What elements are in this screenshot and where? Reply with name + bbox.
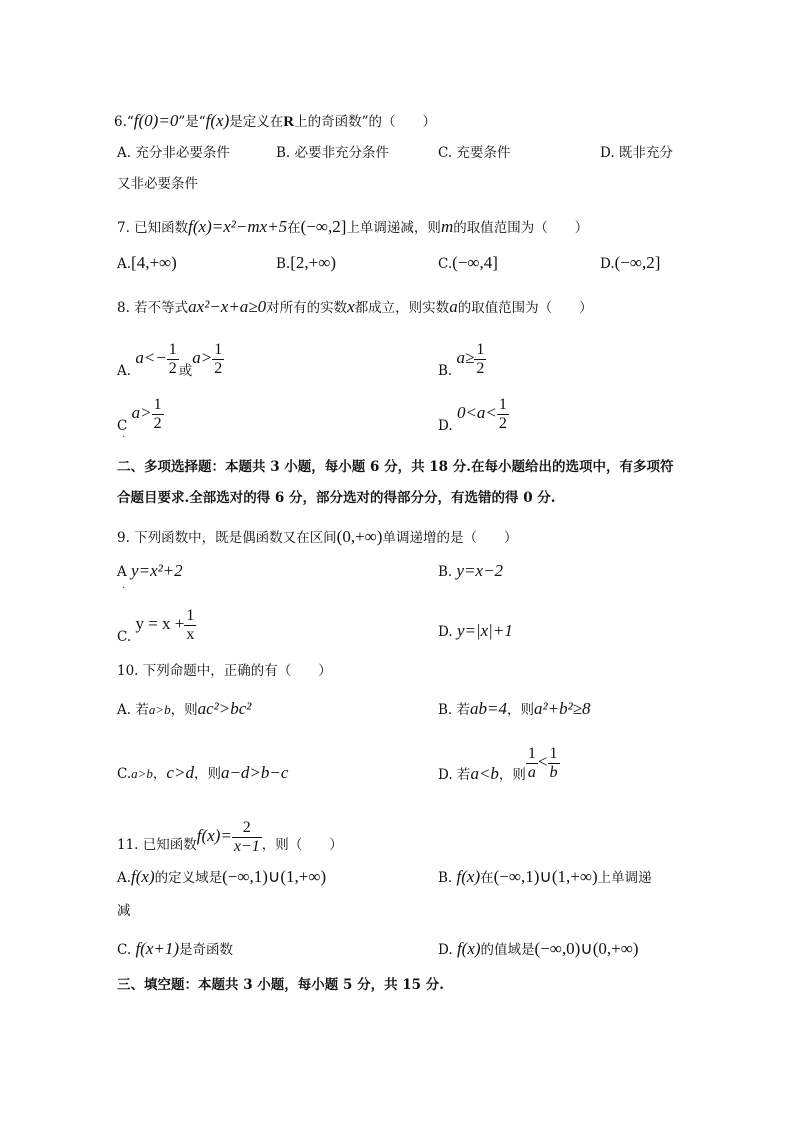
q7-mid: 在 [287, 220, 301, 236]
q6-condition: f(0)=0 [133, 111, 179, 130]
q6-option-d-continued: 又非必要条件 [117, 176, 198, 192]
stray-dot-2: · [122, 583, 126, 594]
q7-option-a[interactable] [117, 254, 177, 273]
stray-dot: · [122, 432, 126, 443]
q11-option-a-label: A. [117, 870, 132, 886]
q10-option-c[interactable] [117, 764, 288, 783]
q8-option-b-left: a≥ [456, 348, 475, 367]
q10-option-c-sep: ， [152, 766, 167, 782]
q10-option-b-result: a²+b²≥8 [534, 699, 591, 718]
q11-option-b-continued: 减 [117, 903, 131, 919]
q7-option-a-label: A. [117, 256, 132, 272]
section2-heading-line2: 合题目要求.全部选对的得 6 分，部分选对的得部分分，有选错的得 0 分. [117, 490, 556, 506]
q10-stem: 10. 下列命题中，正确的有（ ） [117, 663, 332, 679]
q6-stem [114, 112, 436, 131]
q10-option-d-frac2: $\frac{1}{b}$ [549, 745, 558, 781]
q7-var-m: m [440, 217, 454, 236]
q11-option-a-fx: f(x) [131, 867, 155, 886]
section2-heading-line1: 二、多项选择题：本题共 3 小题，每小题 6 分，共 18 分.在每小题给出的选项中，有多项符 [117, 459, 674, 475]
q9-option-c[interactable] [117, 604, 196, 657]
q11-option-c[interactable] [117, 940, 233, 959]
q7-stem [117, 218, 588, 237]
q11-option-a[interactable] [117, 868, 326, 887]
q8-inequality: ax²−x+a≥0 [188, 297, 267, 316]
q6-option-b[interactable]: B. 必要非充分条件 [276, 145, 390, 161]
q8-number: 8. 若不等式 [117, 300, 189, 316]
q7-option-d[interactable] [600, 254, 660, 273]
q6-number: 6. [114, 114, 127, 130]
q6-option-a[interactable]: A. 充分非必要条件 [117, 145, 230, 161]
q11-option-d-text: 的值域是 [480, 942, 535, 958]
q7-option-b[interactable] [276, 254, 336, 273]
q6-quote-mid: ”是“ [178, 114, 206, 130]
q8-var-x: x [347, 297, 355, 316]
q8-stem [117, 298, 593, 317]
q8-option-a-frac1: $\frac{1}{2}$ [168, 341, 177, 377]
q9-option-b-value: y=x−2 [456, 561, 504, 580]
q6-quote-open: “ [126, 114, 134, 130]
q11-option-d-set: (−∞,0)∪(0,+∞) [534, 939, 639, 958]
q8-tail: 的取值范围为（ ） [457, 300, 593, 316]
q7-tail: 上单调递减，则 [346, 220, 441, 236]
q6-R: R [283, 114, 295, 130]
q8-option-a-left: a<− [135, 348, 167, 367]
q10-option-d-prefix: D. 若 [438, 767, 471, 783]
q10-option-d[interactable] [438, 742, 560, 795]
q10-option-c-prefix: C. [117, 766, 132, 782]
q10-option-a-cond: a>b [148, 702, 171, 717]
q11-option-b-set: (−∞,1)∪(1,+∞) [493, 867, 598, 886]
q8-option-a-frac2: $\frac{1}{2}$ [214, 341, 223, 377]
q9-interval: (0,+∞) [336, 527, 383, 546]
q9-option-b[interactable] [438, 562, 503, 581]
q11-func-frac: $\frac{2}{x-1}$ [233, 819, 260, 855]
q10-option-a-mid: ，则 [170, 702, 198, 718]
q9-tail: 单调递增的是（ ） [382, 530, 518, 546]
q10-option-d-lt: < [537, 752, 548, 771]
q10-option-c-cond1: a>b [131, 766, 153, 781]
q6-option-c[interactable]: C. 充要条件 [438, 145, 511, 161]
q8-option-c-left: a> [131, 403, 152, 422]
q9-option-a-label: A [117, 564, 127, 580]
q9-stem [117, 528, 517, 547]
q7-tail2: 的取值范围为（ ） [453, 220, 589, 236]
q7-option-d-label: D. [600, 256, 615, 272]
q7-option-c[interactable] [438, 254, 498, 273]
q10-option-b-cond: ab=4 [470, 699, 507, 718]
q8-var-a: a [449, 297, 458, 316]
q9-option-d-label: D. [438, 624, 453, 640]
q11-option-a-text: 的定义域是 [154, 870, 223, 886]
q8-option-a-right: a> [192, 348, 213, 367]
q8-option-a-or: 或 [178, 363, 193, 379]
q11-option-b-fx: f(x) [456, 867, 481, 886]
q10-option-c-cond2: c>d [166, 763, 194, 782]
q11-number: 11. 已知函数 [117, 837, 197, 853]
q9-option-c-left: y = x + [135, 614, 185, 633]
q11-option-c-fx: f(x+1) [135, 939, 179, 958]
q8-option-d-label: D. [438, 418, 453, 434]
section3-heading: 三、填空题：本题共 3 小题，每小题 5 分，共 15 分. [117, 977, 444, 993]
q10-option-d-mid: ，则 [498, 767, 526, 783]
q11-option-d-fx: f(x) [456, 939, 481, 958]
q8-mid: 对所有的实数 [266, 300, 348, 316]
q11-option-b-text: 在 [480, 870, 494, 886]
q11-option-d[interactable] [438, 940, 639, 959]
q11-option-a-set: (−∞,1)∪(1,+∞) [222, 867, 327, 886]
q11-option-b-tail: 上单调递 [597, 870, 652, 886]
q8-option-a-label: A. [117, 363, 132, 379]
q9-option-a[interactable] [117, 562, 183, 581]
q9-option-d-value: y=|x|+1 [456, 621, 513, 640]
q9-option-d[interactable] [438, 622, 513, 641]
q6-fx: f(x) [205, 111, 230, 130]
q10-option-a-result: ac²>bc² [197, 699, 252, 718]
q9-option-b-label: B. [438, 564, 453, 580]
q10-option-c-mid: ，则 [193, 766, 221, 782]
q10-option-a[interactable] [117, 700, 251, 719]
q7-option-b-label: B. [276, 256, 291, 272]
q8-option-c-frac: $\frac{1}{2}$ [153, 396, 162, 432]
q8-option-d-left: 0<a< [456, 403, 497, 422]
q7-option-a-value: [4,+∞) [131, 253, 177, 272]
q10-option-b-prefix: B. 若 [438, 702, 471, 718]
q8-option-b-label: B. [438, 363, 453, 379]
q11-tail: ，则（ ） [261, 837, 343, 853]
q6-option-d[interactable]: D. 既非充分 [600, 145, 673, 161]
q9-option-c-label: C. [117, 629, 132, 645]
q11-option-d-label: D. [438, 942, 453, 958]
q10-option-d-frac1: $\frac{1}{a}$ [527, 745, 536, 781]
q8-option-d[interactable] [438, 393, 509, 446]
q7-option-b-value: [2,+∞) [290, 253, 336, 272]
q10-option-b-mid: ，则 [507, 702, 534, 718]
q7-option-c-value: (−∞,4] [452, 253, 498, 272]
q10-option-d-cond: a<b [470, 764, 499, 783]
q11-option-c-label: C. [117, 942, 132, 958]
q11-func-left: f(x)= [196, 826, 232, 845]
q7-option-c-label: C. [438, 256, 453, 272]
q8-option-d-frac: $\frac{1}{2}$ [498, 396, 507, 432]
q8-option-a[interactable] [117, 338, 224, 391]
q6-text1: 是定义在 [229, 114, 284, 130]
q10-option-c-result: a−d>b−c [220, 763, 289, 782]
q11-option-c-text: 是奇函数 [179, 942, 233, 958]
q8-option-c-label: C [117, 418, 128, 434]
q7-interval: (−∞,2] [300, 217, 347, 236]
q7-number: 7. 已知函数 [117, 220, 189, 236]
q8-mid2: 都成立，则实数 [354, 300, 450, 316]
q11-option-b[interactable] [438, 868, 652, 887]
q11-option-b-label: B. [438, 870, 453, 886]
q9-option-c-frac: $\frac{1}{x}$ [186, 607, 195, 643]
q9-option-a-value: y=x²+2 [131, 561, 183, 580]
q11-stem [117, 816, 343, 865]
q9-number: 9. 下列函数中，既是偶函数又在区间 [117, 530, 337, 546]
q10-option-a-prefix: A. 若 [117, 702, 149, 718]
q6-text2: 上的奇函数”的（ ） [294, 114, 436, 130]
q7-option-d-value: (−∞,2] [614, 253, 661, 272]
q10-option-b[interactable] [438, 700, 591, 719]
q8-option-b-frac: $\frac{1}{2}$ [476, 341, 485, 377]
q7-function: f(x)=x²−mx+5 [188, 217, 288, 236]
q8-option-b[interactable] [438, 338, 486, 391]
